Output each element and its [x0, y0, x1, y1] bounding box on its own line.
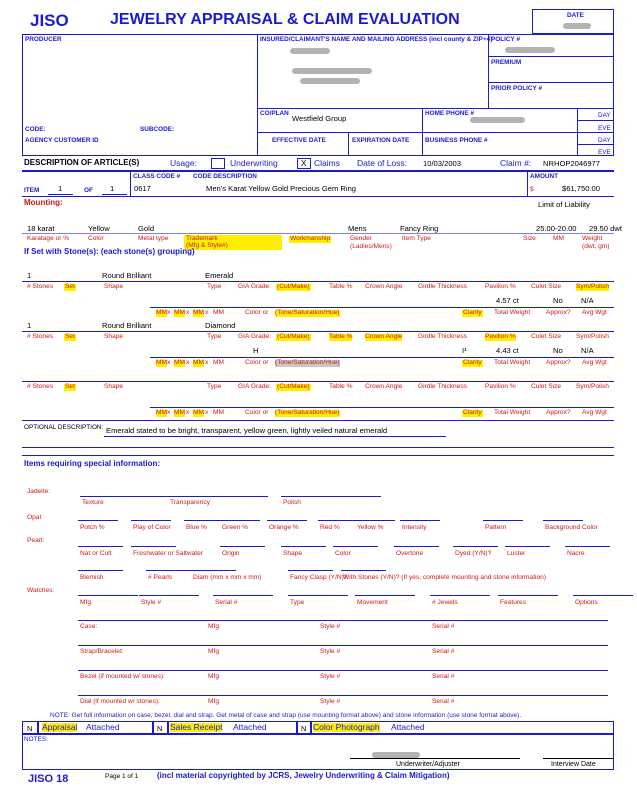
insured-city-redacted — [300, 78, 360, 84]
date-of-loss-value: 10/03/2003 — [423, 159, 462, 168]
watch-case-mfg-label: Mfg — [208, 623, 219, 630]
gia-grade-label: GIA Grade: — [238, 333, 271, 340]
field-underline — [131, 520, 171, 521]
watch-strap-style-label: Style # — [320, 648, 341, 655]
pearl-field2-label: Diam (mm x mm x mm) — [193, 574, 262, 581]
workmanship-label: Workmanship — [290, 235, 331, 242]
mm-2-label: MM — [174, 309, 185, 316]
special-heading: Items requiring special information: — [24, 459, 161, 468]
opal-field-label: Yellow % — [357, 524, 384, 531]
clarity-label: Clarity — [463, 409, 482, 416]
watch-dial-serial-label: Serial # — [432, 698, 455, 705]
watch-field-label: Options — [575, 599, 598, 606]
pearl-field-label: Nat or Cult — [80, 550, 112, 557]
field-underline — [184, 520, 224, 521]
table-pct-label: Table % — [329, 333, 353, 340]
pavilion-label: Pavilion % — [485, 333, 516, 340]
pearl-label: Pearl: — [27, 537, 45, 544]
mm-3-label: MM — [193, 409, 204, 416]
limit-of-liability: Limit of Liability — [538, 200, 590, 209]
stone-avg-value: N/A — [581, 346, 594, 355]
code-description-value: Men's Karat Yellow Gold Precious Gem Ring — [206, 184, 357, 193]
trademark-highlight — [184, 235, 282, 250]
field-underline — [191, 570, 236, 571]
avg-wgt-label: Avg Wgt — [582, 309, 607, 316]
shape-label: Shape — [104, 383, 124, 390]
mm-1-label: MM — [156, 359, 167, 366]
trademark-label: Trademark — [186, 235, 218, 242]
sym-polish-label: Sym/Polish — [576, 333, 609, 340]
insured-label: INSURED/CLAIMANT'S NAME AND MAILING ADDRESS (incl county & ZIP+4) — [260, 36, 493, 43]
x-label: x — [205, 309, 209, 316]
culet-label: Culet Size — [531, 333, 562, 340]
mm-1-label: MM — [156, 309, 167, 316]
x-label: x — [186, 309, 190, 316]
x-label: x — [167, 359, 171, 366]
appraisal-flag: N — [27, 724, 33, 733]
field-underline — [453, 546, 498, 547]
photo-attached: Attached — [391, 722, 425, 732]
x-label: x — [205, 359, 209, 366]
item-number: 1 — [58, 184, 63, 193]
opal-field-label: Green % — [222, 524, 249, 531]
x-label: x — [205, 409, 209, 416]
watch-bezel-serial-label: Serial # — [432, 673, 455, 680]
claims-checkbox-mark: X — [301, 159, 307, 168]
watch-strap-label: Strap/Bracelet: — [80, 648, 124, 655]
field-underline — [355, 595, 415, 596]
field-underline — [22, 381, 614, 382]
watch-bezel-mfg-label: Mfg — [208, 673, 219, 680]
sym-polish-label: Sym/Polish — [576, 383, 609, 390]
mm-2-label: MM — [174, 409, 185, 416]
watch-strap-mfg-label: Mfg — [208, 648, 219, 655]
field-underline — [22, 281, 614, 282]
pavilion-label: Pavilion % — [485, 283, 516, 290]
trademark-sub-label: (Mfg & Style#) — [186, 241, 228, 249]
coplan-value: Westfield Group — [292, 114, 347, 123]
set-label: Set — [65, 283, 75, 290]
shape-label: Shape — [104, 283, 124, 290]
stone-weight-value: 4.43 ct — [496, 346, 519, 355]
day-label-1: DAY — [598, 112, 611, 119]
watch-bezel-label: Bezel (if mounted w/ stones): — [80, 673, 166, 680]
opal-field-label: Intensity — [402, 524, 427, 531]
field-underline — [483, 520, 523, 521]
underwriting-label: Underwriting — [230, 158, 278, 168]
stone-count: 1 — [27, 321, 32, 330]
pearl-field-label: Nacre — [567, 550, 585, 557]
classcode-label: CLASS CODE # — [133, 173, 181, 180]
crown-angle-label: Crown Angle — [365, 283, 403, 290]
field-underline — [281, 546, 326, 547]
size-value: 25.00-20.00 — [536, 224, 577, 233]
field-underline — [78, 546, 123, 547]
watches-label: Watches: — [27, 587, 55, 594]
pearl-field-label: Overtone — [396, 550, 424, 557]
cut-make-label: (Cut/Make) — [277, 383, 310, 390]
code-label: CODE: — [25, 126, 46, 133]
insured-name-redacted — [290, 48, 330, 54]
crown-angle-label: Crown Angle — [365, 383, 403, 390]
item-type-value: Fancy Ring — [400, 224, 439, 233]
field-underline — [213, 595, 273, 596]
field-underline — [80, 496, 180, 497]
x-label: x — [167, 409, 171, 416]
stone-clarity-value: I¹ — [462, 346, 467, 355]
stones-heading: If Set with Stone(s): (each stone(s) grouping) — [24, 247, 195, 256]
field-underline — [267, 520, 307, 521]
field-underline — [150, 357, 614, 358]
field-underline — [220, 520, 260, 521]
tone-label: (Tone/Saturation/Hue) — [275, 309, 340, 316]
currency-sign: $ — [530, 186, 534, 193]
notes-box[interactable] — [22, 734, 614, 770]
claim-number-value: NRHOP2046977 — [543, 159, 600, 168]
opal-field-label: Play of Color — [133, 524, 171, 531]
approx-label: Approx? — [546, 359, 571, 366]
total-weight-label: Total Weight — [494, 309, 531, 316]
prior-policy-label: PRIOR POLICY # — [491, 85, 543, 92]
stone-avg-value: N/A — [581, 296, 594, 305]
sales-receipt-label: Sales Receipt — [170, 722, 223, 732]
pearl-field2-label: With Stones (Y/N)? (If yes, complete mounting and stone information) — [343, 574, 547, 581]
stones-count-label: # Stones — [27, 333, 54, 340]
watch-note: NOTE: Get full information on case, bezel, dial and strap. Get metal of case and strap (use mounting format above) and stone information (use stone format above). — [50, 712, 522, 719]
field-underline — [22, 331, 614, 332]
type-label: Type — [207, 283, 222, 290]
field-underline — [400, 520, 440, 521]
amount-value: $61,750.00 — [562, 184, 601, 193]
approx-label: Approx? — [546, 309, 571, 316]
pearl-field-label: Shape — [283, 550, 303, 557]
of-number: 1 — [110, 184, 115, 193]
watch-strap-serial-label: Serial # — [432, 648, 455, 655]
watch-field-label: Type — [290, 599, 305, 606]
opal-field-label: Background Color — [545, 524, 598, 531]
coplan-label: CO/PLAN — [260, 110, 289, 117]
color-or-label: Color or — [245, 309, 269, 316]
jadeite-label: Jadeite: — [27, 488, 51, 495]
form-title: JEWELRY APPRAISAL & CLAIM EVALUATION — [110, 11, 460, 28]
opal-field-label: Potch % — [80, 524, 105, 531]
stone-color-value: H — [253, 346, 259, 355]
stone-count: 1 — [27, 271, 32, 280]
mm-3-label: MM — [193, 359, 204, 366]
field-underline — [78, 620, 608, 621]
field-underline — [131, 546, 176, 547]
insured-address-redacted — [292, 68, 372, 74]
class-code-value: 0617 — [134, 184, 151, 193]
gia-grade-label: GIA Grade: — [238, 383, 271, 390]
stone-shape: Round Brilliant — [102, 321, 152, 330]
mm-3-label: MM — [193, 309, 204, 316]
clarity-label: Clarity — [463, 359, 482, 366]
field-underline — [220, 546, 265, 547]
weight-sub-label: (dwt, gm) — [582, 243, 610, 250]
tone-label: (Tone/Saturation/Hue) — [275, 409, 340, 416]
size-label: Size — [523, 235, 536, 242]
article-desc-label: DESCRIPTION OF ARTICLE(S) — [24, 158, 140, 167]
field-underline — [498, 595, 558, 596]
usage-label: Usage: — [170, 158, 197, 168]
stone-weight-value: 4.57 ct — [496, 296, 519, 305]
karat-label: Karatage or % — [27, 235, 70, 242]
field-underline — [288, 595, 348, 596]
crown-angle-label: Crown Angle — [365, 333, 403, 340]
appraisal-label: Appraisal — [42, 722, 78, 732]
girdle-label: Girdle Thickness — [418, 383, 467, 390]
watch-case-style-label: Style # — [320, 623, 341, 630]
weight-label: Weight — [582, 235, 603, 242]
color-value: Yellow — [88, 224, 110, 233]
pearl-field-label: Color — [335, 550, 351, 557]
subcode-label: SUBCODE: — [140, 126, 175, 133]
girdle-label: Girdle Thickness — [418, 283, 467, 290]
gia-grade-label: GIA Grade: — [238, 283, 271, 290]
codedesc-label: CODE DESCRIPTION — [193, 173, 257, 180]
field-underline — [505, 546, 550, 547]
field-underline — [430, 595, 490, 596]
avg-wgt-label: Avg Wgt — [582, 409, 607, 416]
notes-label: NOTES: — [24, 736, 48, 743]
claims-label: Claims — [314, 158, 340, 168]
opal-field-label: Blue % — [186, 524, 207, 531]
watch-dial-label: Dial (if mounted w/ stones): — [80, 698, 160, 705]
watch-case-label: Case: — [80, 623, 98, 630]
field-underline — [150, 407, 614, 408]
jade-polish-label: Polish — [283, 499, 301, 506]
type-label: Type — [207, 383, 222, 390]
opal-label: Opal: — [27, 514, 43, 521]
item-label: ITEM — [24, 187, 40, 194]
pavilion-label: Pavilion % — [485, 383, 516, 390]
karat-value: 18 karat — [27, 224, 55, 233]
field-underline — [565, 546, 610, 547]
watch-bezel-style-label: Style # — [320, 673, 341, 680]
jade-texture-label: Texture — [82, 499, 104, 506]
effective-date-label: EFFECTIVE DATE — [272, 137, 326, 144]
pearl-field2-label: # Pearls — [148, 574, 173, 581]
logo-text: JISO — [30, 11, 69, 30]
total-weight-label: Total Weight — [494, 409, 531, 416]
field-underline — [78, 520, 118, 521]
business-phone-label: BUSINESS PHONE # — [425, 137, 488, 144]
gender-value: Mens — [348, 224, 367, 233]
mm-label: MM — [553, 235, 564, 242]
watch-field-label: Serial # — [215, 599, 238, 606]
premium-label: PREMIUM — [491, 59, 522, 66]
tone-label: (Tone/Saturation/Hue) — [275, 359, 340, 366]
shape-label: Shape — [104, 333, 124, 340]
form-number: JISO 18 — [28, 773, 69, 785]
item-type-label: Item Type — [402, 235, 431, 242]
expiration-date-label: EXPIRATION DATE — [352, 137, 410, 144]
sales-receipt-attached: Attached — [233, 722, 267, 732]
jade-transparency-label: Transparency — [170, 499, 211, 506]
girdle-label: Girdle Thickness — [418, 333, 467, 340]
field-underline — [355, 520, 395, 521]
opal-field-label: Red % — [320, 524, 340, 531]
watch-case-serial-label: Serial # — [432, 623, 455, 630]
mm-1-label: MM — [156, 409, 167, 416]
total-weight-label: Total Weight — [494, 359, 531, 366]
pearl-field2-label: Fancy Clasp (Y/N)? — [290, 574, 348, 581]
table-pct-label: Table % — [329, 383, 353, 390]
field-underline — [394, 546, 439, 547]
type-label: Type — [207, 333, 222, 340]
underwriter-label: Underwriter/Adjuster — [396, 761, 460, 768]
field-underline — [78, 645, 608, 646]
field-underline — [281, 496, 381, 497]
date-label: DATE — [567, 12, 584, 19]
color-or-label: Color or — [245, 409, 269, 416]
culet-label: Culet Size — [531, 283, 562, 290]
eve-label-1: EVE — [598, 125, 611, 132]
stone-approx-value: No — [553, 296, 563, 305]
field-underline — [139, 595, 199, 596]
stones-count-label: # Stones — [27, 283, 54, 290]
policy-label: POLICY # — [491, 36, 521, 43]
underwriting-checkbox[interactable] — [211, 158, 225, 169]
clarity-label: Clarity — [463, 309, 482, 316]
cut-make-label: (Cut/Make) — [277, 283, 310, 290]
mm-4-label: MM — [213, 409, 224, 416]
stones-count-label: # Stones — [27, 383, 54, 390]
of-label: OF — [84, 187, 93, 194]
culet-label: Culet Size — [531, 383, 562, 390]
metal-type-label: Metal type — [138, 235, 169, 242]
appraisal-attached: Attached — [86, 722, 120, 732]
gender-sub-label: (Ladies/Mens) — [350, 243, 392, 250]
x-label: x — [186, 409, 190, 416]
home-phone-redacted — [470, 117, 525, 123]
field-underline — [543, 520, 583, 521]
field-underline — [78, 670, 608, 671]
amount-label: AMOUNT — [530, 173, 559, 180]
table-pct-label: Table % — [329, 283, 353, 290]
watch-field-label: # Jewels — [432, 599, 458, 606]
approx-label: Approx? — [546, 409, 571, 416]
field-underline — [333, 546, 378, 547]
watch-field-label: Movement — [357, 599, 388, 606]
field-underline — [318, 520, 358, 521]
mm-4-label: MM — [213, 359, 224, 366]
watch-field-label: Style # — [141, 599, 162, 606]
claim-number-label: Claim #: — [500, 158, 532, 168]
field-underline — [288, 570, 333, 571]
photo-label: Color Photograph — [313, 722, 380, 732]
stone-shape: Round Brilliant — [102, 271, 152, 280]
x-label: x — [167, 309, 171, 316]
field-underline — [168, 496, 268, 497]
watch-dial-mfg-label: Mfg — [208, 698, 219, 705]
x-label: x — [186, 359, 190, 366]
avg-wgt-label: Avg Wgt — [582, 359, 607, 366]
gender-label: Gender — [350, 235, 372, 242]
field-underline — [78, 595, 138, 596]
date-redacted — [563, 23, 591, 29]
stone-approx-value: No — [553, 346, 563, 355]
pearl-field2-label: Blemish — [80, 574, 104, 581]
cut-make-label: (Cut/Make) — [277, 333, 310, 340]
opal-field-label: Pattern — [485, 524, 507, 531]
interview-date-label: Interview Date — [551, 761, 596, 768]
pearl-field-label: Origin — [222, 550, 240, 557]
field-underline — [146, 570, 191, 571]
pearl-field-label: Luster — [507, 550, 526, 557]
pearl-field-label: Freshwater or Saltwater — [133, 550, 203, 557]
field-underline — [341, 570, 386, 571]
pearl-field-label: Dyed (Y/N)? — [455, 550, 492, 557]
watch-field-label: Features — [500, 599, 527, 606]
metal-value: Gold — [138, 224, 155, 233]
mm-4-label: MM — [213, 309, 224, 316]
watch-dial-style-label: Style # — [320, 698, 341, 705]
sym-polish-label: Sym/Polish — [576, 283, 609, 290]
policy-redacted — [505, 47, 555, 53]
producer-label: PRODUCER — [25, 36, 62, 43]
mount-color-label: Color — [88, 235, 104, 242]
field-underline — [573, 595, 633, 596]
copyright-text: (incl material copyrighted by JCRS, Jewelry Underwriting & Claim Mitigation) — [157, 771, 450, 780]
field-underline — [78, 695, 608, 696]
page-indicator: Page 1 of 1 — [105, 773, 139, 780]
photo-flag: N — [301, 724, 307, 733]
agency-id-label: AGENCY CUSTOMER ID — [25, 137, 99, 144]
color-or-label: Color or — [245, 359, 269, 366]
mounting-label: Mounting: — [24, 198, 63, 207]
set-label: Set — [65, 383, 75, 390]
date-of-loss-label: Date of Loss: — [357, 158, 408, 168]
weight-value: 29.50 dwt — [589, 224, 622, 233]
mm-2-label: MM — [174, 359, 185, 366]
sales-receipt-flag: N — [157, 724, 163, 733]
watch-field-label: Mfg — [80, 599, 91, 606]
home-phone-label: HOME PHONE # — [425, 110, 475, 117]
opal-field-label: Orange % — [269, 524, 299, 531]
eve-label-2: EVE — [598, 149, 611, 156]
optional-desc-label: OPTIONAL DESCRIPTION: — [24, 424, 104, 431]
field-underline — [78, 570, 123, 571]
field-underline — [150, 307, 614, 308]
set-label: Set — [65, 333, 75, 340]
stone-type: Emerald — [205, 271, 234, 280]
day-label-2: DAY — [598, 137, 611, 144]
stone-type: Diamond — [205, 321, 236, 330]
optional-desc-text: Emerald stated to be bright, transparent, yellow green, lightly veiled natural emerald — [106, 426, 388, 435]
